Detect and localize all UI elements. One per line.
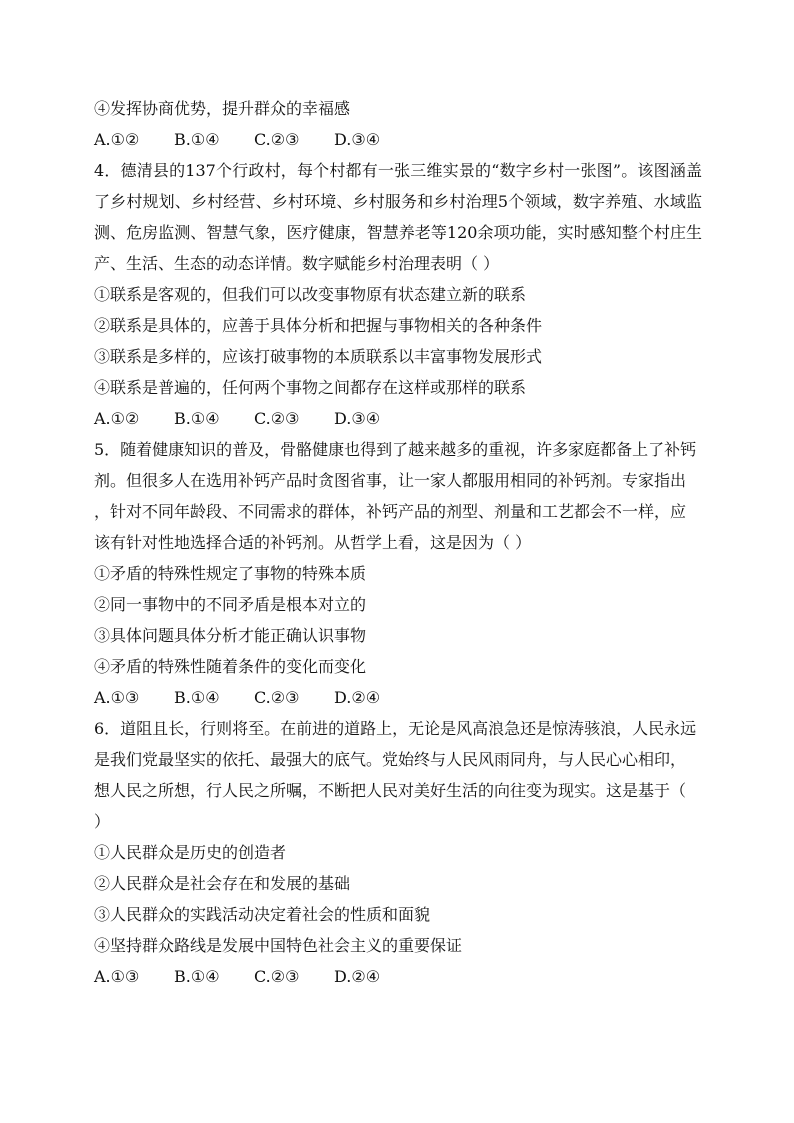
q6-option-d[interactable]: D.②④ [334,967,381,986]
q3-option-c[interactable]: C.②③ [254,130,300,149]
q3-item-4: ④发挥协商优势，提升群众的幸福感 [94,99,351,118]
question-content [94,93,702,992]
q6-options [94,961,702,992]
q3-option-b[interactable]: B.①④ [174,130,220,149]
q4-option-a[interactable]: A.①② [94,409,140,428]
q5-stem-line-3: ，针对不同年龄段、不同需求的群体，补钙产品的剂型、剂量和工艺都会不一样，应 [94,502,687,521]
q6-stem-line-3: 想人民之所想，行人民之所嘱，不断把人民对美好生活的向往变为现实。这是基于（ [94,781,687,800]
q6-option-b[interactable]: B.①④ [174,967,220,986]
q3-option-d[interactable]: D.③④ [334,130,381,149]
q5-item-2: ②同一事物中的不同矛盾是根本对立的 [94,595,367,614]
q6-option-a[interactable]: A.①③ [94,967,140,986]
q5-stem-line-4: 该有针对性地选择合适的补钙剂。从哲学上看，这是因为（ ） [94,533,532,552]
q4-option-b[interactable]: B.①④ [174,409,220,428]
q6-item-2: ②人民群众是社会存在和发展的基础 [94,874,351,893]
q4-item-4: ④联系是普遍的，任何两个事物之间都存在这样或那样的联系 [94,378,527,397]
q3-option-a[interactable]: A.①② [94,130,140,149]
q4-option-c[interactable]: C.②③ [254,409,300,428]
q6-stem-line-2: 是我们党最坚实的依托、最强大的底气。党始终与人民风雨同舟，与人民心心相印， [94,750,687,769]
q5-options [94,682,702,713]
q6-item-1: ①人民群众是历史的创造者 [94,843,287,862]
q5-option-a[interactable]: A.①③ [94,688,140,707]
q5-stem-line-2: 剂。但很多人在选用补钙产品时贪图省事，让一家人都服用相同的补钙剂。专家指出 [94,471,687,490]
q5-option-c[interactable]: C.②③ [254,688,300,707]
q6-item-4: ④坚持群众路线是发展中国特色社会主义的重要保证 [94,936,463,955]
q6-stem-line-1: 6．道阻且长，行则将至。在前进的道路上，无论是风高浪急还是惊涛骇浪，人民永远 [94,719,697,738]
q6-stem-line-4: ） [94,812,111,831]
q5-item-3: ③具体问题具体分析才能正确认识事物 [94,626,367,645]
q3-options [94,124,702,155]
q4-option-d[interactable]: D.③④ [334,409,381,428]
q5-item-1: ①矛盾的特殊性规定了事物的特殊本质 [94,564,367,583]
q6-item-3: ③人民群众的实践活动决定着社会的性质和面貌 [94,905,431,924]
q5-option-b[interactable]: B.①④ [174,688,220,707]
q5-option-d[interactable]: D.②④ [334,688,381,707]
q5-item-4: ④矛盾的特殊性随着条件的变化而变化 [94,657,367,676]
q4-item-2: ②联系是具体的，应善于具体分析和把握与事物相关的各种条件 [94,316,543,335]
q4-stem: 4．德清县的137个行政村，每个村都有一张三维实景的“数字乡村一张图”。该图涵盖了乡村规划、乡村经营、乡村环境、乡村服务和乡村治理5个领域，数字养殖、水域监测、危房监测、智慧气象，医疗健康，智慧养老等120余项功能，实时感知整个村庄生产、生活、生态的动态详情。数字赋能乡村治理表明（ ） [94,161,702,273]
q4-options [94,403,702,434]
q5-stem-line-1: 5．随着健康知识的普及，骨骼健康也得到了越来越多的重视，许多家庭都备上了补钙 [94,440,697,459]
q4-item-1: ①联系是客观的，但我们可以改变事物原有状态建立新的联系 [94,285,527,304]
q4-item-3: ③联系是多样的，应该打破事物的本质联系以丰富事物发展形式 [94,347,543,366]
q6-option-c[interactable]: C.②③ [254,967,300,986]
